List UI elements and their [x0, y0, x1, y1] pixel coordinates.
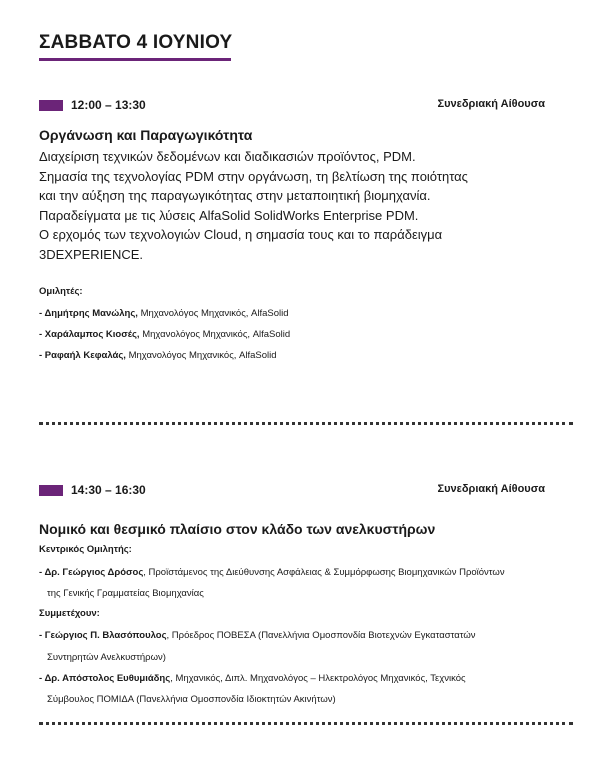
speaker-role-continued: της Γενικής Γραμματείας Βιομηχανίας: [47, 588, 204, 599]
speaker-name: - Δρ. Απόστολος Ευθυμιάδης: [39, 673, 171, 684]
time-marker-icon: [39, 100, 63, 111]
speakers-label: Ομιλητές:: [39, 286, 83, 297]
session1-description: [39, 147, 559, 264]
section-divider: [39, 422, 573, 425]
desc-line: Διαχείριση τεχνικών δεδομένων και διαδικασιών προϊόντος, PDM.: [39, 149, 416, 164]
participant-item: [39, 630, 476, 641]
speaker-role-continued: Σύμβουλος ΠΟΜΙΔΑ (Πανελλήνια Ομοσπονδία Ιδιοκτητών Ακινήτων): [47, 694, 336, 705]
speaker-role: Μηχανολόγος Μηχανικός, AlfaSolid: [137, 308, 289, 319]
session1-time: 12:00 – 13:30: [71, 98, 146, 112]
session2-room: Συνεδριακή Αίθουσα: [437, 483, 545, 495]
keynote-label: Κεντρικός Ομιλητής:: [39, 544, 132, 555]
participant-item: [39, 673, 466, 684]
speaker-role-continued: Συντηρητών Ανελκυστήρων): [47, 652, 166, 663]
session2-title: Νομικό και θεσμικό πλαίσιο στον κλάδο των ανελκυστήρων: [39, 521, 436, 537]
session2-header: [39, 483, 545, 499]
session1-header: [39, 98, 545, 114]
day-title: ΣΑΒΒΑΤΟ 4 ΙΟΥΝΙΟΥ: [39, 32, 233, 53]
speaker-name: - Ραφαήλ Κεφαλάς,: [39, 350, 126, 361]
session1-title: Οργάνωση και Παραγωγικότητα: [39, 127, 253, 143]
speaker-role: Μηχανολόγος Μηχανικός, AlfaSolid: [139, 329, 291, 340]
desc-line: Παραδείγματα με τις λύσεις AlfaSolid SolidWorks Enterprise PDM.: [39, 207, 419, 223]
time-marker-icon: [39, 485, 63, 496]
title-underline: [39, 58, 231, 61]
desc-line: 3DEXPERIENCE.: [39, 246, 144, 262]
participants-label: Συμμετέχουν:: [39, 608, 100, 619]
session2-time: 14:30 – 16:30: [71, 483, 146, 497]
speaker-item: [39, 350, 277, 361]
speaker-name: - Δρ. Γεώργιος Δρόσος: [39, 567, 144, 578]
speaker-role: , Μηχανικός, Διπλ. Μηχανολόγος – Ηλεκτρολόγος Μηχανικός, Τεχνικός: [170, 673, 466, 684]
desc-line: Ο ερχομός των τεχνολογιών Cloud, η σημασία τους και το παράδειγμα: [39, 227, 443, 242]
desc-line: και την αύξηση της παραγωγικότητας στην μεταποιητική βιομηχανία.: [39, 188, 431, 203]
session1-room: Συνεδριακή Αίθουσα: [437, 98, 545, 110]
speaker-name: - Χαράλαμπος Κιοσές,: [39, 329, 140, 340]
keynote-speaker: [39, 567, 505, 578]
desc-line: Σημασία της τεχνολογίας PDM στην οργάνωση, τη βελτίωση της ποιότητας: [39, 168, 468, 184]
speaker-role: Μηχανολόγος Μηχανικός, AlfaSolid: [125, 350, 277, 361]
speaker-name: - Γεώργιος Π. Βλασόπουλος: [39, 630, 167, 641]
speaker-role: , Πρόεδρος ΠΟΒΕΣΑ (Πανελλήνια Ομοσπονδία Βιοτεχνών Εγκαταστατών: [166, 630, 476, 641]
section-divider: [39, 722, 573, 725]
speaker-item: [39, 308, 289, 319]
speaker-name: - Δημήτρης Μανώλης,: [39, 308, 138, 319]
speaker-role: , Προϊστάμενος της Διεύθυνσης Ασφάλειας & Συμμόρφωσης Βιομηχανικών Προϊόντων: [143, 567, 505, 578]
speaker-item: [39, 329, 290, 340]
